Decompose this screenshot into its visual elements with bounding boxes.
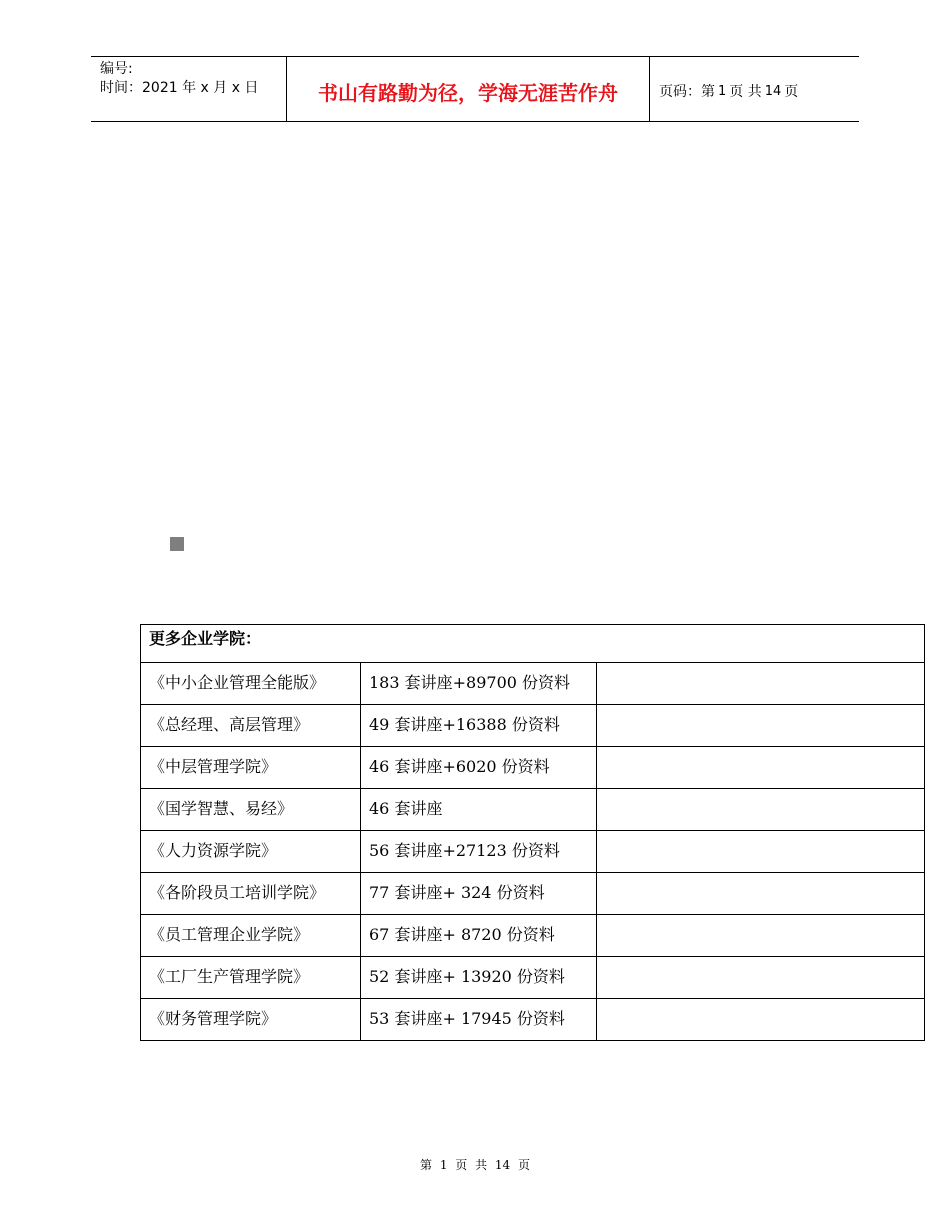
academy-desc: 56 套讲座+27123 份资料 xyxy=(361,831,597,873)
page-total: 14 xyxy=(764,83,782,99)
academy-extra xyxy=(597,705,925,747)
academy-desc: 53 套讲座+ 17945 份资料 xyxy=(361,999,597,1041)
table-row xyxy=(141,915,925,957)
table-row xyxy=(141,999,925,1041)
table-row xyxy=(141,831,925,873)
academy-extra xyxy=(597,789,925,831)
table-row xyxy=(141,663,925,705)
academy-name: 《员工管理企业学院》 xyxy=(141,915,361,957)
academy-extra xyxy=(597,873,925,915)
page-header xyxy=(91,56,859,122)
page-mid: 页 共 xyxy=(729,84,762,100)
header-page-indicator xyxy=(650,57,859,121)
page-suffix: 页 xyxy=(784,84,799,100)
academy-extra xyxy=(597,915,925,957)
academy-desc: 183 套讲座+89700 份资料 xyxy=(361,663,597,705)
table-row xyxy=(141,705,925,747)
academy-name: 《中小企业管理全能版》 xyxy=(141,663,361,705)
academy-name: 《工厂生产管理学院》 xyxy=(141,957,361,999)
academy-name: 《中层管理学院》 xyxy=(141,747,361,789)
academy-name: 《各阶段员工培训学院》 xyxy=(141,873,361,915)
table-row xyxy=(141,789,925,831)
document-time: 时间：2021 年 x 月 x 日 xyxy=(100,80,259,96)
academy-name: 《财务管理学院》 xyxy=(141,999,361,1041)
academy-desc: 46 套讲座+6020 份资料 xyxy=(361,747,597,789)
academy-extra xyxy=(597,747,925,789)
academy-name: 《人力资源学院》 xyxy=(141,831,361,873)
academy-desc: 67 套讲座+ 8720 份资料 xyxy=(361,915,597,957)
square-bullet-icon xyxy=(170,537,184,551)
academy-desc: 77 套讲座+ 324 份资料 xyxy=(361,873,597,915)
academy-desc: 49 套讲座+16388 份资料 xyxy=(361,705,597,747)
table-row xyxy=(141,957,925,999)
page-prefix: 页码：第 xyxy=(659,84,715,100)
table-row xyxy=(141,873,925,915)
table-title: 更多企业学院： xyxy=(141,625,925,663)
header-motto: 书山有路勤为径，学海无涯苦作舟 xyxy=(287,57,650,121)
header-meta xyxy=(91,57,287,121)
academy-extra xyxy=(597,663,925,705)
table-header-row xyxy=(141,625,925,663)
academy-extra xyxy=(597,999,925,1041)
academy-desc: 46 套讲座 xyxy=(361,789,597,831)
page-current: 1 xyxy=(718,83,727,99)
table-row xyxy=(141,747,925,789)
academy-extra xyxy=(597,831,925,873)
academy-table xyxy=(140,624,925,1041)
academy-extra xyxy=(597,957,925,999)
academy-desc: 52 套讲座+ 13920 份资料 xyxy=(361,957,597,999)
page-footer: 第 1 页 共 14 页 xyxy=(420,1158,530,1172)
academy-name: 《总经理、高层管理》 xyxy=(141,705,361,747)
document-number-label: 编号: xyxy=(100,61,133,77)
academy-name: 《国学智慧、易经》 xyxy=(141,789,361,831)
